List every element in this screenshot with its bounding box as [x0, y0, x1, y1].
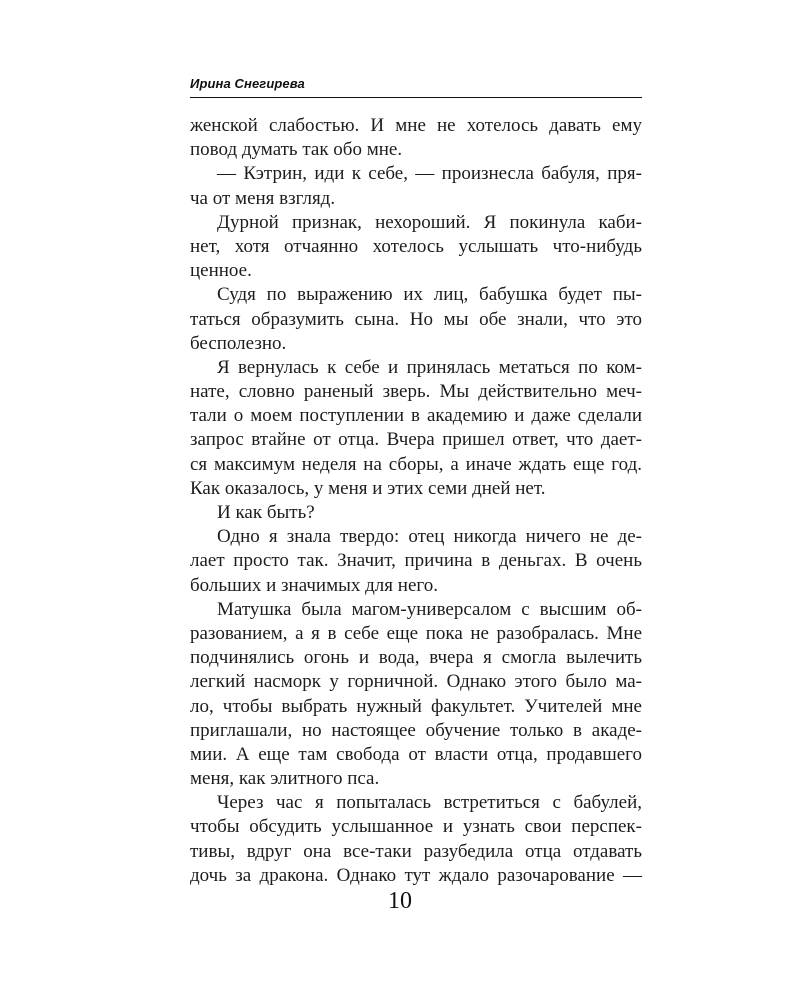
text-line: меня, как элитного пса. — [190, 768, 380, 790]
header-rule — [190, 97, 642, 98]
text-line: Одно я знала твердо: отец никогда ничего не де- — [217, 526, 642, 548]
text-line: тали о моем поступлении в академию и даже сделали — [190, 405, 642, 427]
text-line: женской слабостью. И мне не хотелось давать ему — [190, 115, 642, 136]
text-line: лает просто так. Значит, причина в деньгах. В очень — [190, 550, 642, 572]
text-line: таться образумить сына. Но мы обе знали, что это — [190, 308, 642, 330]
text-line: нате, словно раненый зверь. Мы действительно меч- — [190, 381, 642, 403]
body-text — [190, 114, 642, 888]
running-head-author: Ирина Снегирева — [190, 76, 305, 91]
text-line: Я вернулась к себе и принялась метаться по ком- — [217, 356, 642, 378]
text-line: чтобы обсудить услышанное и узнать свои перспек- — [190, 816, 642, 838]
text-line: бесполезно. — [190, 332, 287, 354]
text-line: Матушка была магом-универсалом с высшим об- — [217, 598, 642, 620]
text-line: Как оказалось, у меня и этих семи дней нет. — [190, 477, 546, 499]
text-line: легкий насморк у горничной. Однако этого было ма- — [190, 671, 642, 693]
text-line: — Кэтрин, иди к себе, — произнесла бабуля, пря- — [217, 163, 642, 185]
text-line: больших и значимых для него. — [190, 574, 438, 596]
text-line: И как быть? — [217, 502, 315, 523]
text-line: ся максимум неделя на сборы, а иначе ждать еще год. — [190, 453, 642, 475]
text-line: подчинялись огонь и вода, вчера я смогла вылечить — [190, 647, 642, 669]
text-line: ценное. — [190, 260, 252, 282]
page-number: 10 — [388, 888, 412, 914]
text-line: нет, хотя отчаянно хотелось услышать что-нибудь — [190, 235, 642, 257]
text-line: Через час я попыталась встретиться с бабулей, — [217, 792, 642, 814]
text-line: ча от меня взгляд. — [190, 187, 336, 209]
text-line: разованием, а я в себе еще пока не разобралась. Мне — [190, 622, 642, 644]
text-line: запрос втайне от отца. Вчера пришел ответ, что дает- — [190, 429, 642, 451]
text-line: тивы, вдруг она все-таки разубедила отца отдавать — [190, 840, 642, 862]
text-line: ло, чтобы выбрать нужный факультет. Учителей мне — [190, 695, 642, 717]
text-line: мии. А еще там свобода от власти отца, продавшего — [190, 743, 642, 765]
text-line: Судя по выражению их лиц, бабушка будет пы- — [217, 284, 642, 306]
text-line: дочь за дракона. Однако тут ждало разочарование — — [190, 864, 642, 886]
text-line: приглашали, но настоящее обучение только в акаде- — [190, 719, 642, 741]
text-line: повод думать так обо мне. — [190, 139, 403, 161]
text-line: Дурной признак, нехороший. Я покинула каби- — [217, 211, 642, 233]
